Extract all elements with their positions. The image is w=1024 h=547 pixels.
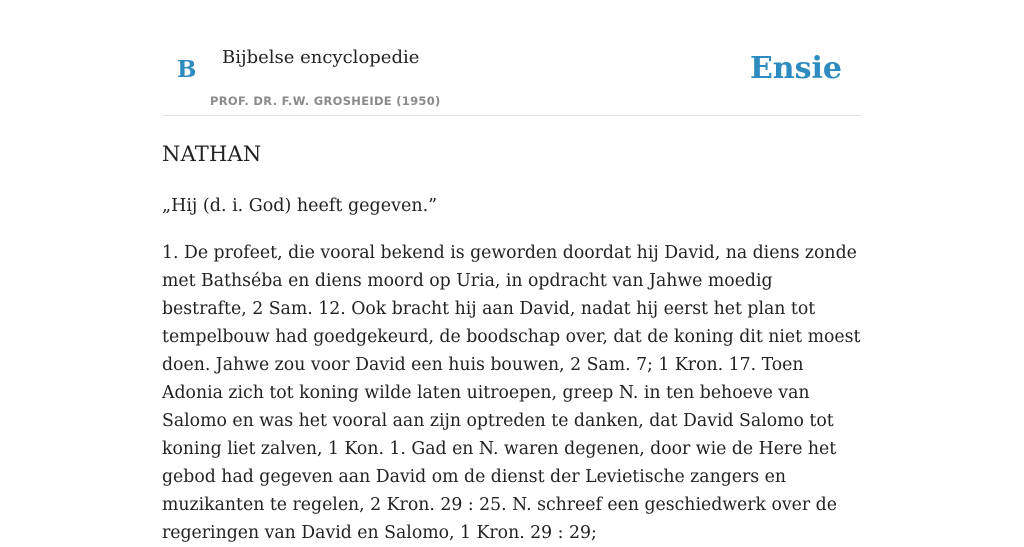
article-page	[162, 0, 862, 543]
entry-body: 1. De profeet, die vooral bekend is geworden doordat hij David, na diens zonde met Bathséba en diens moord op Uria, in opdracht van Jahwe moedig bestrafte, 2 Sam. 12. Ook bracht hij aan David, nadat hij eerst het plan tot tempelbouw had goedgekeurd, de boodschap over, dat de koning dit niet moest doen. Jahwe zou voor David een huis bouwen, 2 Sam. 7; 1 Kron. 17. Toen Adonia zich tot koning wilde laten uitroepen, greep N. in ten behoeve van Salomo en was het vooral aan zijn optreden te danken, dat David Salomo tot koning liet zalven, 1 Kon. 1. Gad en N. waren degenen, door wie de Here het gebod had gegeven aan David om de dienst der Levietische zangers en muzikanten te regelen, 2 Kron. 29 : 25. N. schreef een geschiedwerk over de regeringen van David en Salomo, 1 Kron. 29 : 29;	[162, 243, 861, 543]
book-header	[162, 0, 862, 116]
entry-title: NATHAN	[162, 142, 262, 166]
book-title-link[interactable]: Bijbelse encyclopedie	[222, 47, 420, 68]
ensie-logo-link[interactable]: Ensie	[749, 51, 842, 86]
book-author: PROF. DR. F.W. GROSHEIDE (1950)	[210, 94, 441, 108]
entry-etymology: „Hij (d. i. God) heeft gegeven.”	[162, 196, 438, 216]
book-letter-logo[interactable]: B	[177, 56, 197, 83]
